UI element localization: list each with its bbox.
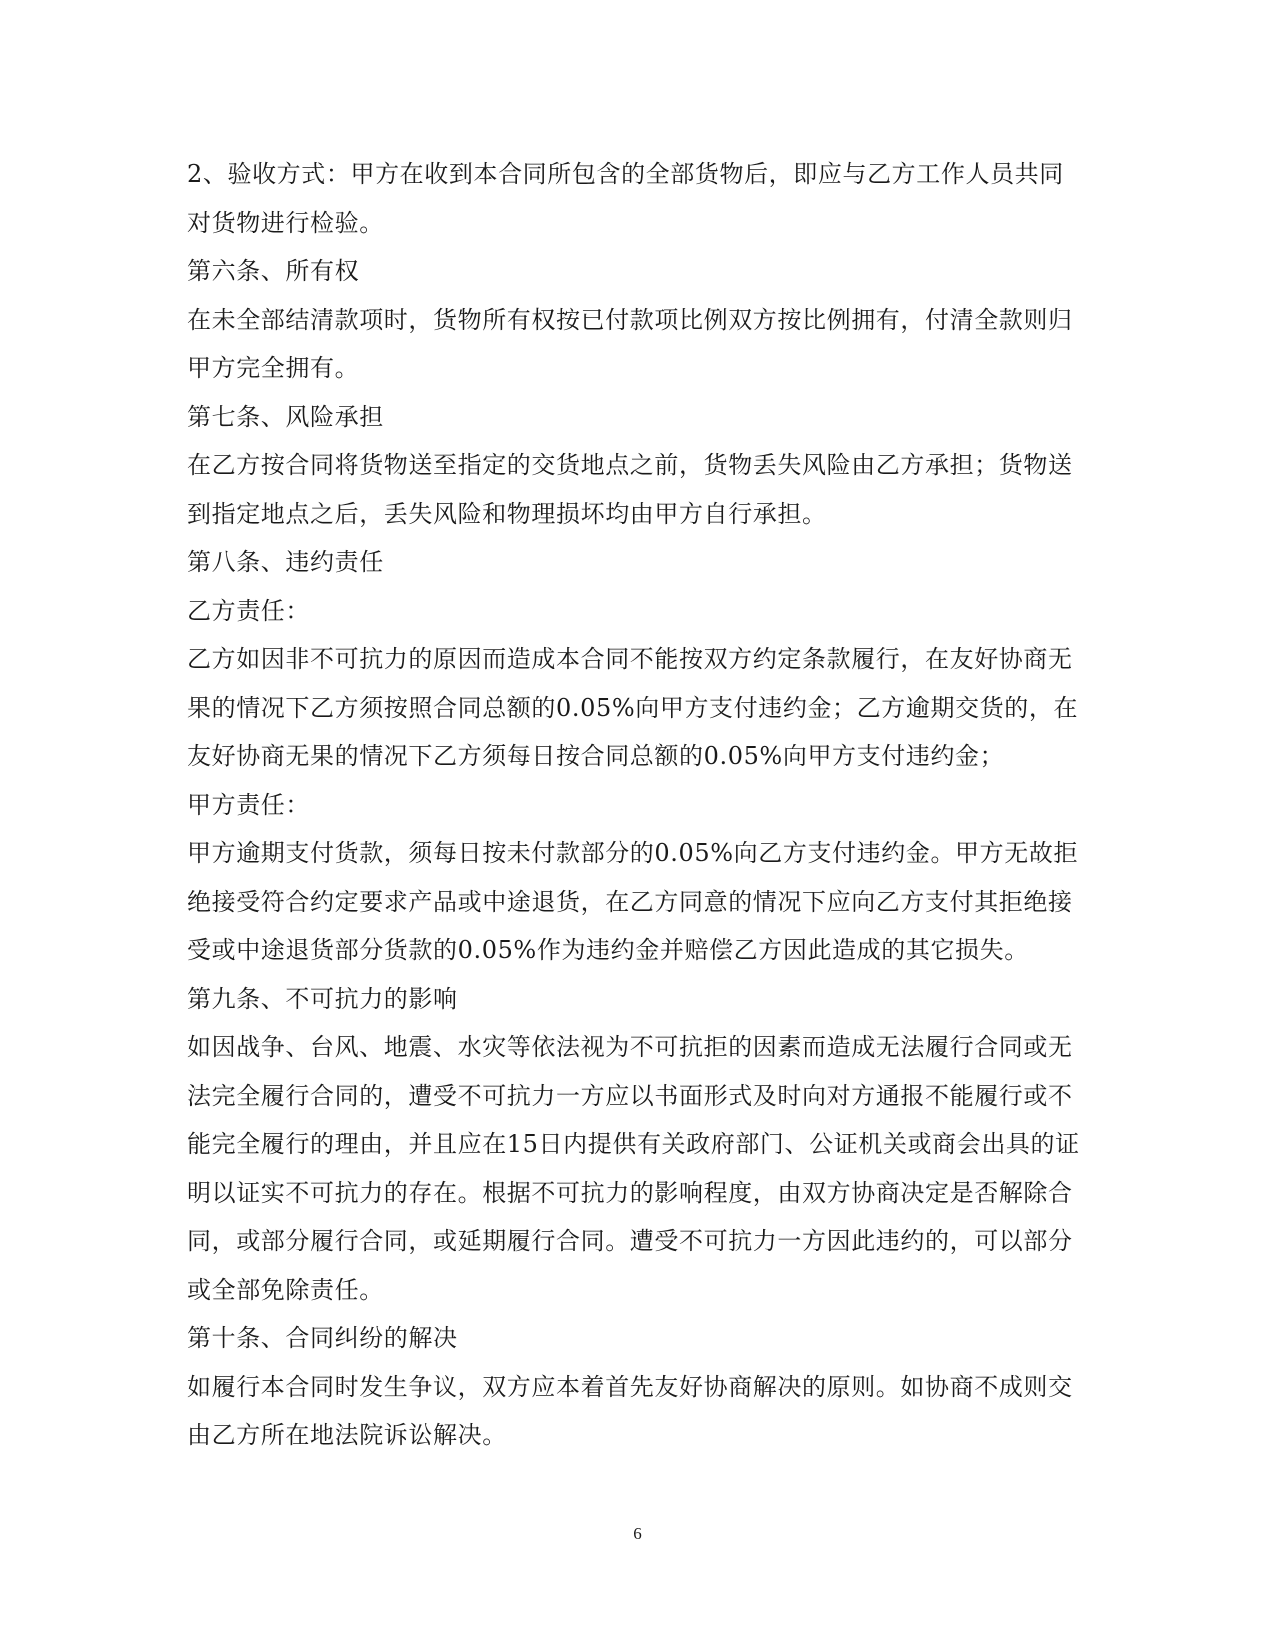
text-line: 甲方逾期支付货款，须每日按未付款部分的0.05%向乙方支付违约金。甲方无故拒 — [187, 839, 1079, 867]
text-line: 到指定地点之后，丢失风险和物理损坏均由甲方自行承担。 — [187, 499, 827, 528]
text-line: 绝接受符合约定要求产品或中途退货，在乙方同意的情况下应向乙方支付其拒绝接 — [187, 887, 1073, 916]
text-line: 在乙方按合同将货物送至指定的交货地点之前，货物丢失风险由乙方承担；货物送 — [187, 451, 1073, 479]
text-line: 甲方完全拥有。 — [187, 354, 360, 382]
section-heading: 第六条、所有权 — [187, 257, 360, 285]
text-line: 或全部免除责任。 — [187, 1275, 384, 1304]
section-heading: 第十条、合同纠纷的解决 — [187, 1324, 458, 1352]
text-line: 如因战争、台风、地震、水灾等依法视为不可抗拒的因素而造成无法履行合同或无 — [187, 1033, 1073, 1061]
page-number: 6 — [633, 1524, 642, 1543]
text-line: 受或中途退货部分货款的0.05%作为违约金并赔偿乙方因此造成的其它损失。 — [187, 936, 1029, 964]
text-line: 对货物进行检验。 — [187, 208, 384, 237]
document-body — [187, 150, 1087, 1460]
subheading: 乙方责任： — [187, 596, 310, 625]
text-line: 友好协商无果的情况下乙方须每日按合同总额的0.05%向甲方支付违约金； — [187, 742, 1005, 770]
text-line: 如履行本合同时发生争议，双方应本着首先友好协商解决的原则。如协商不成则交 — [187, 1372, 1073, 1401]
text-line: 果的情况下乙方须按照合同总额的0.05%向甲方支付违约金；乙方逾期交货的，在 — [187, 693, 1079, 722]
text-line: 2、验收方式：甲方在收到本合同所包含的全部货物后，即应与乙方工作人员共同 — [187, 160, 1064, 188]
text-line: 明以证实不可抗力的存在。根据不可抗力的影响程度，由双方协商决定是否解除合 — [187, 1178, 1073, 1207]
text-line: 乙方如因非不可抗力的原因而造成本合同不能按双方约定条款履行，在友好协商无 — [187, 645, 1073, 673]
section-heading: 第七条、风险承担 — [187, 402, 384, 431]
text-line: 同，或部分履行合同，或延期履行合同。遭受不可抗力一方因此违约的，可以部分 — [187, 1227, 1073, 1255]
text-line: 法完全履行合同的，遭受不可抗力一方应以书面形式及时向对方通报不能履行或不 — [187, 1081, 1073, 1110]
section-heading: 第九条、不可抗力的影响 — [187, 984, 458, 1013]
subheading: 甲方责任： — [187, 790, 310, 819]
text-line: 由乙方所在地法院诉讼解决。 — [187, 1421, 507, 1449]
text-line: 能完全履行的理由，并且应在15日内提供有关政府部门、公证机关或商会出具的证 — [187, 1130, 1080, 1158]
section-heading: 第八条、违约责任 — [187, 548, 384, 576]
text-line: 在未全部结清款项时，货物所有权按已付款项比例双方按比例拥有，付清全款则归 — [187, 305, 1073, 334]
